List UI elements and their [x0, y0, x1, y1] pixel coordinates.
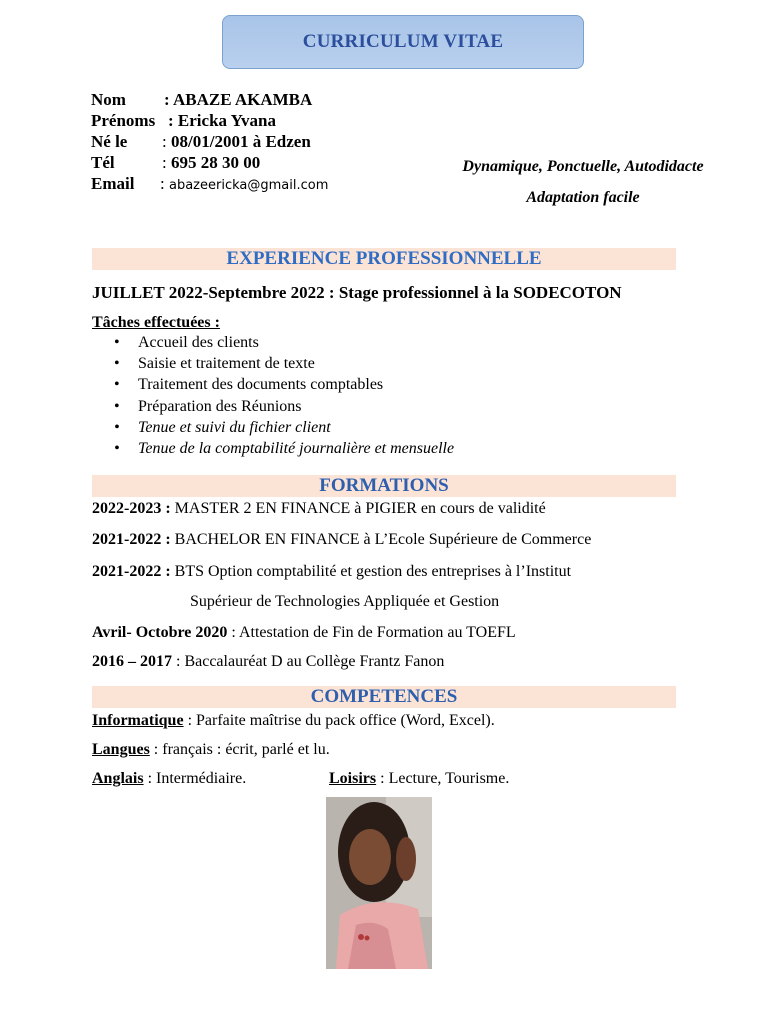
page-title: CURRICULUM VITAE [302, 31, 504, 52]
tel-value: 695 28 30 00 [171, 153, 261, 172]
formation-text: MASTER 2 EN FINANCE à PIGIER en cours de validité [170, 500, 546, 517]
ne-value: 08/01/2001 à Edzen [171, 132, 311, 151]
experience-period: JUILLET 2022-Septembre 2022 : Stage professionnel à la SODECOTON [92, 283, 622, 302]
formation-text: : Attestation de Fin de Formation au TOEFL [227, 624, 516, 641]
bullet-icon: • [114, 439, 120, 457]
task-text: Saisie et traitement de texte [138, 355, 315, 373]
title-banner [222, 15, 584, 69]
formation-item [92, 563, 571, 581]
formation-item [92, 531, 591, 549]
bullet-icon: • [114, 355, 120, 373]
formation-text: BTS Option comptabilité et gestion des entreprises à l’Institut [170, 563, 572, 580]
photo-illustration [326, 797, 432, 969]
list-item [114, 355, 454, 376]
formation-year: 2021-2022 : [92, 563, 171, 580]
anglais-label: Anglais [92, 770, 144, 787]
informatique-label: Informatique [92, 712, 184, 729]
formation-item-continued [190, 593, 499, 611]
informatique-line [92, 712, 495, 730]
task-text: Accueil des clients [138, 334, 259, 351]
langues-label: Langues [92, 741, 150, 758]
ne-label: Né le [91, 132, 128, 151]
competences-heading: COMPETENCES [310, 686, 458, 707]
loisirs-value: : Lecture, Tourisme. [376, 770, 510, 787]
task-text: Tenue et suivi du fichier client [138, 418, 331, 436]
tel-sep: : [162, 153, 167, 172]
bullet-icon: • [114, 376, 120, 394]
experience-heading-band [92, 248, 676, 270]
langues-value: : français : écrit, parlé et lu. [149, 741, 330, 758]
formation-text: BACHELOR EN FINANCE à L’Ecole Supérieure de Commerce [170, 531, 592, 548]
langues-line [92, 741, 330, 759]
formation-item [92, 624, 516, 642]
bullet-icon: • [114, 397, 120, 415]
list-item [114, 376, 454, 397]
experience-heading: EXPERIENCE PROFESSIONNELLE [226, 248, 542, 269]
qualities-line-2: Adaptation facile [526, 189, 640, 206]
formation-year: 2016 – 2017 [92, 653, 172, 670]
informatique-value: : Parfaite maîtrise du pack office (Word, Excel). [183, 712, 495, 729]
prenoms-value: : Ericka Yvana [168, 111, 276, 130]
task-text: Tenue de la comptabilité journalière et mensuelle [138, 439, 455, 457]
task-text: Traitement des documents comptables [138, 376, 384, 394]
email-sep: : [160, 174, 165, 193]
formations-heading-band [92, 475, 676, 497]
anglais-value: : Intermédiaire. [143, 770, 247, 787]
task-text: Préparation des Réunions [138, 397, 302, 415]
list-item [114, 334, 454, 355]
formation-year: 2022-2023 : [92, 500, 171, 517]
qualities-line-1: Dynamique, Ponctuelle, Autodidacte [462, 158, 704, 175]
nom-label: Nom [91, 90, 126, 109]
formation-item [92, 653, 444, 671]
bullet-icon: • [114, 334, 120, 351]
bullet-icon: • [114, 418, 120, 436]
tasks-label: Tâches effectuées : [92, 314, 220, 331]
email-value: abazeericka@gmail.com [169, 178, 329, 193]
competences-heading-band [92, 686, 676, 708]
email-label: Email [91, 174, 135, 193]
list-item [114, 398, 454, 419]
profile-photo [326, 797, 432, 969]
tasks-list [114, 334, 454, 461]
nom-value: : ABAZE AKAMBA [164, 90, 313, 109]
loisirs-line [329, 770, 509, 788]
list-item [114, 440, 454, 461]
formation-text: : Baccalauréat D au Collège Frantz Fanon [172, 653, 445, 670]
formation-year: 2021-2022 : [92, 531, 171, 548]
formation-text: Supérieur de Technologies Appliquée et Gestion [190, 593, 500, 610]
ne-sep: : [162, 132, 167, 151]
prenoms-label: Prénoms [91, 111, 156, 130]
formation-item [92, 500, 546, 518]
formations-heading: FORMATIONS [319, 475, 449, 496]
tel-label: Tél [91, 153, 115, 172]
anglais-line [92, 770, 246, 788]
list-item [114, 419, 454, 440]
loisirs-label: Loisirs [329, 770, 377, 787]
formation-year: Avril- Octobre 2020 [92, 624, 228, 641]
